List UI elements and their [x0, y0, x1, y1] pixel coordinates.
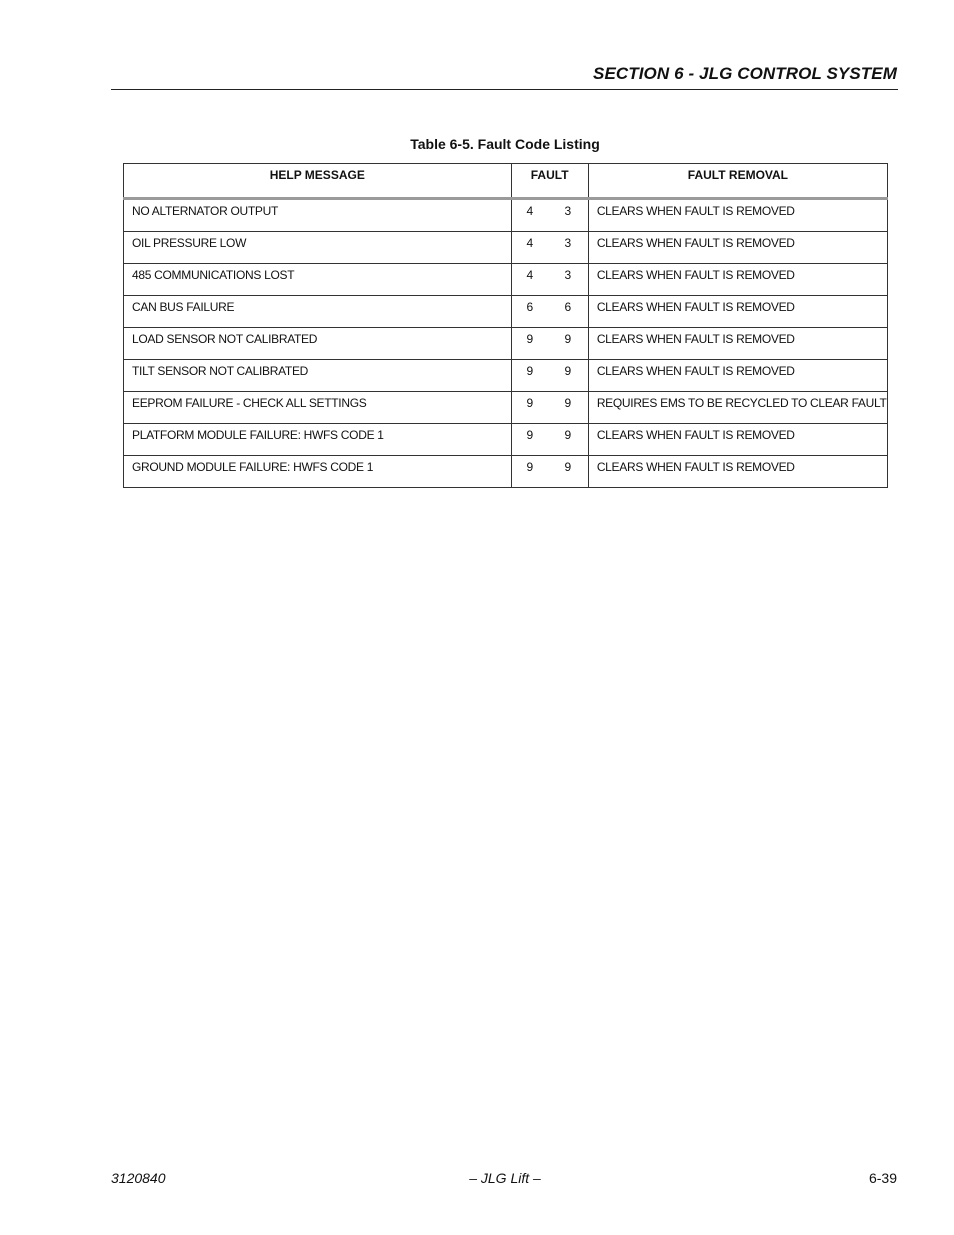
fault-flash-1: 4 [526, 236, 533, 250]
fault-code-cell [511, 424, 588, 456]
help-message-cell: TILT SENSOR NOT CALIBRATED [124, 360, 512, 392]
fault-code-table [123, 163, 888, 488]
table-caption: Table 6-5. Fault Code Listing [410, 136, 600, 152]
fault-flash-1: 9 [526, 396, 533, 410]
section-header-title: SECTION 6 - JLG CONTROL SYSTEM [593, 64, 897, 83]
fault-flash-1: 9 [526, 332, 533, 346]
header-divider [111, 89, 898, 90]
table-row [124, 392, 888, 424]
fault-flash-1: 9 [526, 460, 533, 474]
column-header-help-message: HELP MESSAGE [124, 164, 512, 199]
fault-removal-cell: CLEARS WHEN FAULT IS REMOVED [588, 232, 887, 264]
fault-flash-1: 9 [526, 428, 533, 442]
fault-flash-1: 4 [526, 268, 533, 282]
fault-flash-2: 9 [564, 364, 571, 378]
help-message-cell: PLATFORM MODULE FAILURE: HWFS CODE 1 [124, 424, 512, 456]
fault-flash-2: 9 [564, 332, 571, 346]
fault-removal-cell: CLEARS WHEN FAULT IS REMOVED [588, 328, 887, 360]
fault-code-cell [511, 264, 588, 296]
fault-flash-1: 6 [526, 300, 533, 314]
help-message-cell: NO ALTERNATOR OUTPUT [124, 199, 512, 232]
column-header-fault: FAULT [511, 164, 588, 199]
help-message-cell: EEPROM FAILURE - CHECK ALL SETTINGS [124, 392, 512, 424]
fault-removal-cell: CLEARS WHEN FAULT IS REMOVED [588, 360, 887, 392]
fault-code-cell [511, 456, 588, 488]
table-row [124, 199, 888, 232]
fault-flash-2: 3 [564, 268, 571, 282]
fault-removal-cell: CLEARS WHEN FAULT IS REMOVED [588, 296, 887, 328]
table-body [124, 199, 888, 488]
fault-flash-2: 9 [564, 428, 571, 442]
fault-code-cell [511, 360, 588, 392]
fault-flash-2: 9 [564, 396, 571, 410]
help-message-cell: CAN BUS FAILURE [124, 296, 512, 328]
table-row [124, 360, 888, 392]
table-row [124, 296, 888, 328]
help-message-cell: GROUND MODULE FAILURE: HWFS CODE 1 [124, 456, 512, 488]
fault-removal-cell: CLEARS WHEN FAULT IS REMOVED [588, 199, 887, 232]
fault-flash-1: 9 [526, 364, 533, 378]
fault-flash-2: 3 [564, 204, 571, 218]
doc-number: 3120840 [111, 1170, 166, 1186]
fault-code-cell [511, 328, 588, 360]
fault-code-cell [511, 199, 588, 232]
fault-flash-2: 6 [564, 300, 571, 314]
fault-code-cell [511, 232, 588, 264]
fault-removal-cell: REQUIRES EMS TO BE RECYCLED TO CLEAR FAULT [588, 392, 887, 424]
fault-removal-cell: CLEARS WHEN FAULT IS REMOVED [588, 456, 887, 488]
table-header-row [124, 164, 888, 199]
fault-code-cell [511, 392, 588, 424]
fault-flash-2: 3 [564, 236, 571, 250]
table-row [124, 424, 888, 456]
help-message-cell: 485 COMMUNICATIONS LOST [124, 264, 512, 296]
fault-flash-2: 9 [564, 460, 571, 474]
page-number: 6-39 [868, 1170, 897, 1186]
table-row [124, 232, 888, 264]
table-row [124, 328, 888, 360]
table-row [124, 264, 888, 296]
help-message-cell: LOAD SENSOR NOT CALIBRATED [124, 328, 512, 360]
footer-brand: – JLG Lift – [469, 1170, 541, 1186]
fault-removal-cell: CLEARS WHEN FAULT IS REMOVED [588, 264, 887, 296]
fault-code-cell [511, 296, 588, 328]
fault-removal-cell: CLEARS WHEN FAULT IS REMOVED [588, 424, 887, 456]
table-row [124, 456, 888, 488]
column-header-fault-removal: FAULT REMOVAL [588, 164, 887, 199]
fault-flash-1: 4 [526, 204, 533, 218]
help-message-cell: OIL PRESSURE LOW [124, 232, 512, 264]
